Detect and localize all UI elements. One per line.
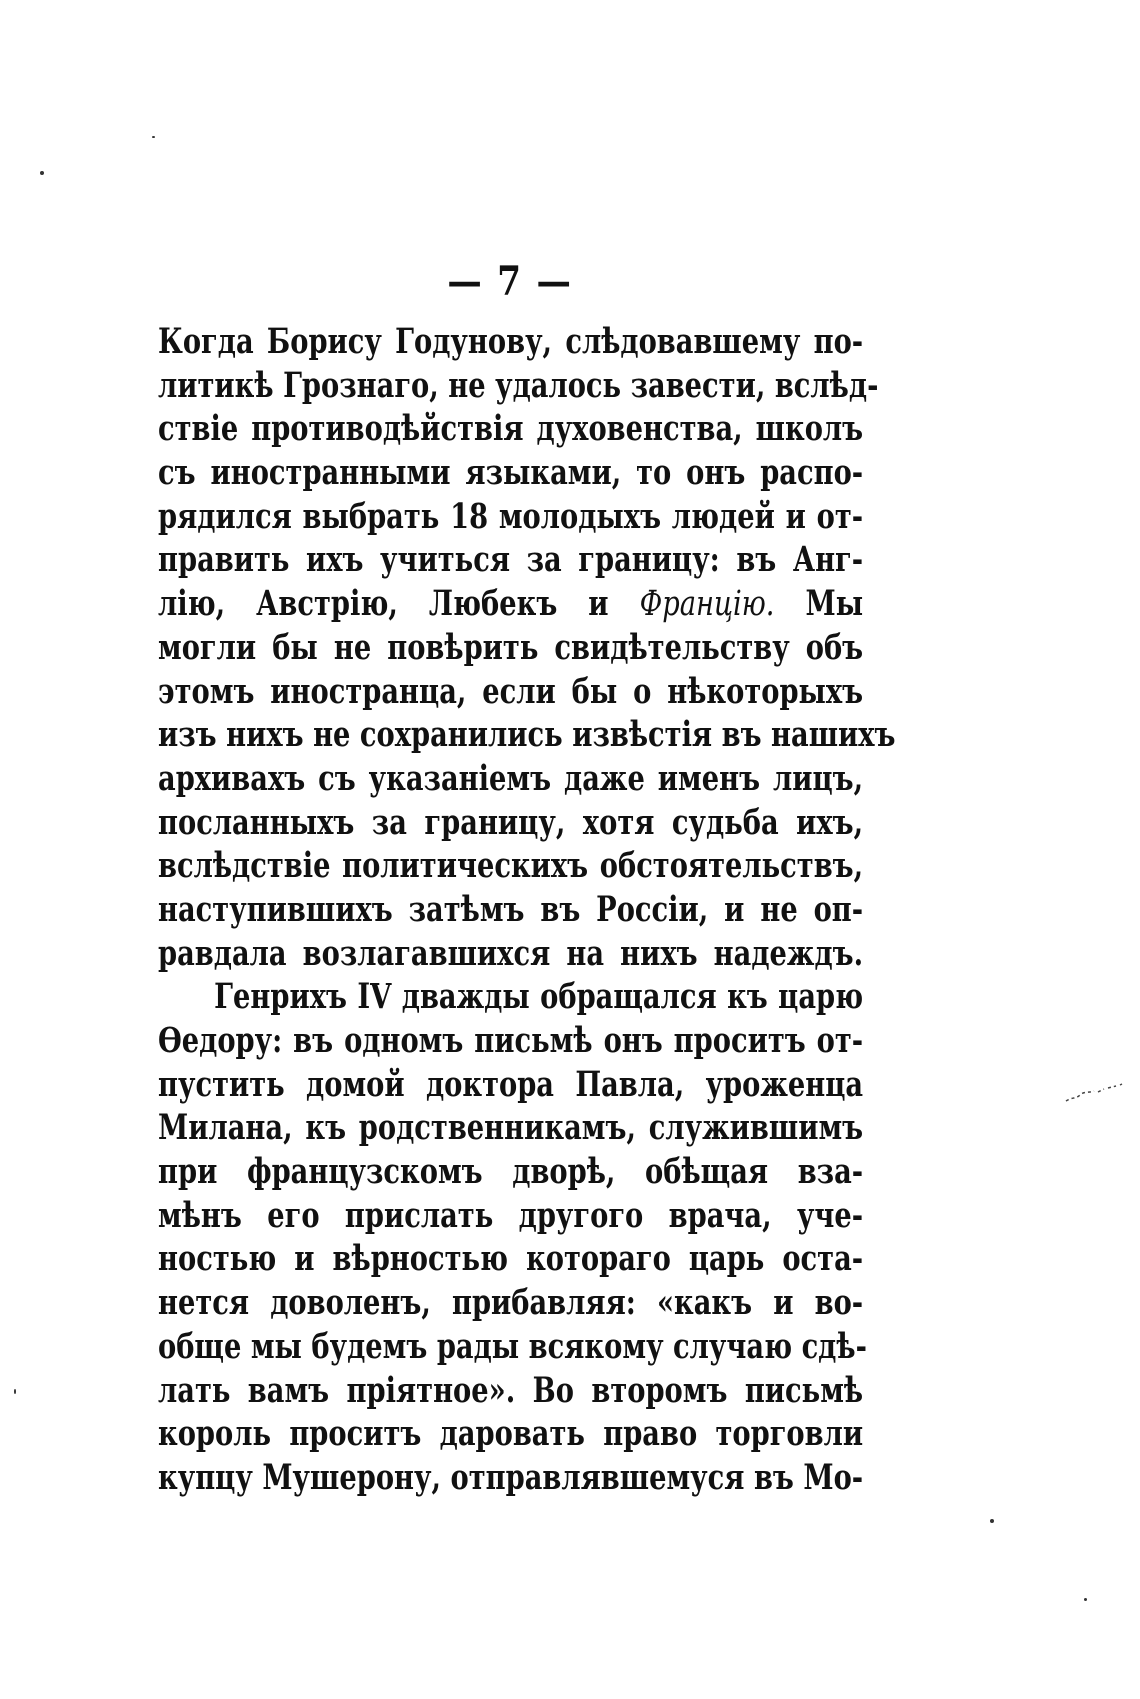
text-line: править ихъ учиться за границу: въ Анг- [158, 539, 864, 581]
text-line: пустить домой доктора Павла, уроженца [158, 1063, 864, 1105]
page-number: — 7 — [447, 258, 573, 305]
text-line: съ иностранными языками, то онъ распо- [158, 452, 864, 494]
text-line: Милана, къ родственникамъ, служившимъ [158, 1107, 864, 1149]
line-text: лію, Австрію, Любекъ и [158, 583, 609, 625]
text-line: обще мы будемъ рады всякому случаю сдѣ- [158, 1325, 867, 1367]
text-line: при французскомъ дворѣ, обѣщая вза- [158, 1151, 864, 1193]
text-line: рядился выбрать 18 молодыхъ людей и от- [158, 495, 864, 537]
body-text [158, 320, 896, 1500]
text-line: купцу Мушерону, отправлявшемуся въ Мо- [158, 1456, 864, 1498]
text-line: король проситъ даровать право торговли [158, 1413, 864, 1455]
text-line: посланныхъ за границу, хотя судьба ихъ, [158, 801, 864, 843]
text-line: могли бы не повѣрить свидѣтельству объ [158, 626, 864, 668]
text-line: равдала возлагавшихся на нихъ надеждъ. [158, 932, 864, 974]
italic-word: Францію. [639, 584, 775, 625]
text-line: мѣнъ его прислать другого врача, уче- [158, 1194, 864, 1236]
line-text-end: Мы [805, 583, 864, 625]
scan-speck [152, 136, 155, 138]
scan-speck [1084, 1598, 1087, 1601]
text-line: ствіе противодѣйствія духовенства, школъ [158, 408, 864, 450]
text-line: нется доволенъ, прибавляя: «какъ и во- [158, 1282, 864, 1324]
text-line-with-italic [158, 582, 863, 626]
text-line: архивахъ съ указаніемъ даже именъ лицъ, [158, 757, 864, 799]
text-line: наступившихъ затѣмъ въ Россіи, и не оп- [158, 888, 864, 930]
text-line: ностью и вѣрностью котораго царь оста- [158, 1238, 864, 1280]
text-line: лать вамъ пріятное». Во второмъ письмѣ [158, 1369, 864, 1411]
text-line: вслѣдствіе политическихъ обстоятельствъ, [158, 845, 864, 887]
scan-speck [990, 1519, 994, 1523]
scan-speck [14, 1389, 16, 1394]
text-line: изъ нихъ не сохранились извѣстія въ нашихъ [158, 714, 896, 756]
text-line: Ѳедору: въ одномъ письмѣ онъ проситъ от- [158, 1020, 864, 1061]
text-line: Когда Борису Годунову, слѣдовавшему по- [158, 321, 864, 362]
scan-speck [40, 171, 44, 175]
text-line: Генрихъ IV дважды обращался къ царю [214, 976, 864, 1018]
marginal-scribble [1064, 1083, 1124, 1105]
text-line: этомъ иностранца, если бы о нѣкоторыхъ [158, 670, 864, 712]
text-line: литикѣ Грознаго, не удалось завести, вслѣд- [158, 364, 879, 406]
